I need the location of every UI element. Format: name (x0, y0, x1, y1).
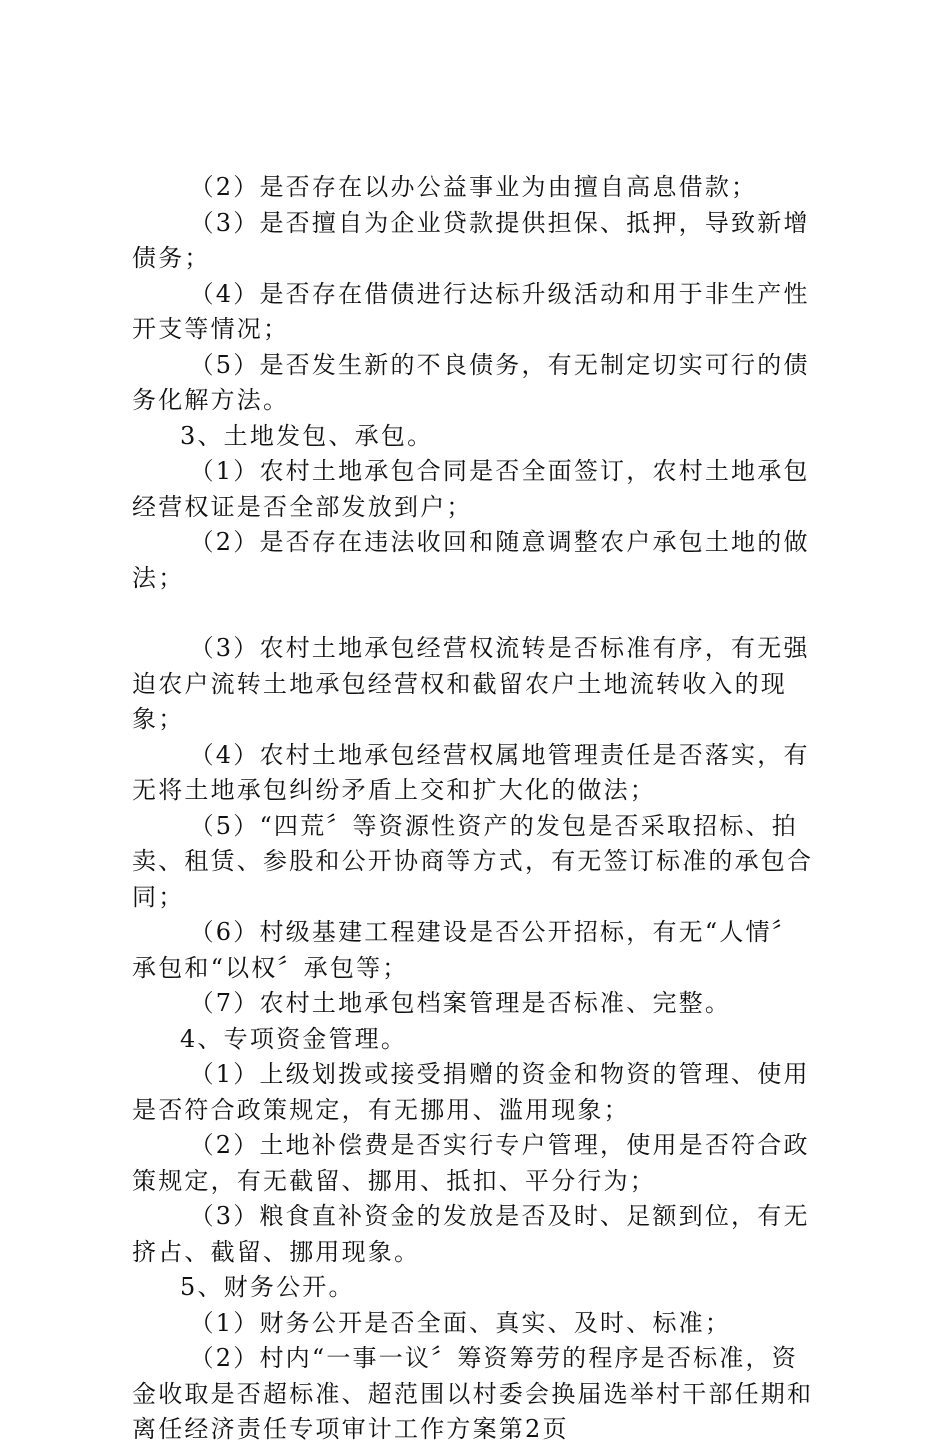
paragraph-disclosure-item-2: （2）村内“一事一议〞筹资筹劳的程序是否标准，资金收取是否超标准、超范围以村委会换届选举村干部任期和离任经济责任专项审计工作方案第2页 (132, 1344, 814, 1443)
paragraph-debt-item-4: （4）是否存在借债进行达标升级活动和用于非生产性开支等情况； (132, 279, 810, 343)
section-heading-land-contracting: 3、土地发包、承包。 (180, 421, 434, 450)
paragraph-funds-item-1: （1）上级划拨或接受捐赠的资金和物资的管理、使用是否符合政策规定，有无挪用、滥用现象； (132, 1060, 810, 1124)
paragraph-disclosure-item-1: （1）财务公开是否全面、真实、及时、标准； (189, 1308, 732, 1337)
paragraph-funds-item-2: （2）土地补偿费是否实行专户管理，使用是否符合政策规定，有无截留、挪用、抵扣、平分行为； (132, 1131, 810, 1195)
paragraph-debt-item-5: （5）是否发生新的不良债务，有无制定切实可行的债务化解方法。 (132, 350, 810, 414)
paragraph-land-item-4: （4）农村土地承包经营权属地管理责任是否落实，有无将土地承包纠纷矛盾上交和扩大化的做法； (132, 740, 810, 804)
paragraph-land-item-2: （2）是否存在违法收回和随意调整农户承包土地的做法； (132, 528, 810, 592)
paragraph-land-item-3: （3）农村土地承包经营权流转是否标准有序，有无强迫农户流转土地承包经营权和截留农户土地流转收入的现象； (132, 634, 810, 733)
paragraph-debt-item-2: （2）是否存在以办公益事业为由擅自高息借款； (189, 173, 758, 201)
paragraph-land-item-6: （6）村级基建工程建设是否公开招标，有无“人情〞承包和“以权〞承包等； (132, 918, 798, 982)
document-body (132, 170, 822, 1448)
paragraph-funds-item-3: （3）粮食直补资金的发放是否及时、足额到位，有无挤占、截留、挪用现象。 (132, 1202, 810, 1266)
paragraph-land-item-1: （1）农村土地承包合同是否全面签订，农村土地承包经营权证是否全部发放到户； (132, 457, 810, 521)
paragraph-debt-item-3: （3）是否擅自为企业贷款提供担保、抵押，导致新增债务； (132, 208, 810, 272)
section-heading-special-funds: 4、专项资金管理。 (180, 1024, 408, 1053)
section-heading-financial-disclosure: 5、财务公开。 (180, 1273, 355, 1301)
paragraph-land-item-5: （5）“四荒〞等资源性资产的发包是否采取招标、拍卖、租赁、参股和公开协商等方式，有无签订标准的承包合同； (132, 811, 814, 911)
paragraph-land-item-7: （7）农村土地承包档案管理是否标准、完整。 (189, 989, 732, 1017)
